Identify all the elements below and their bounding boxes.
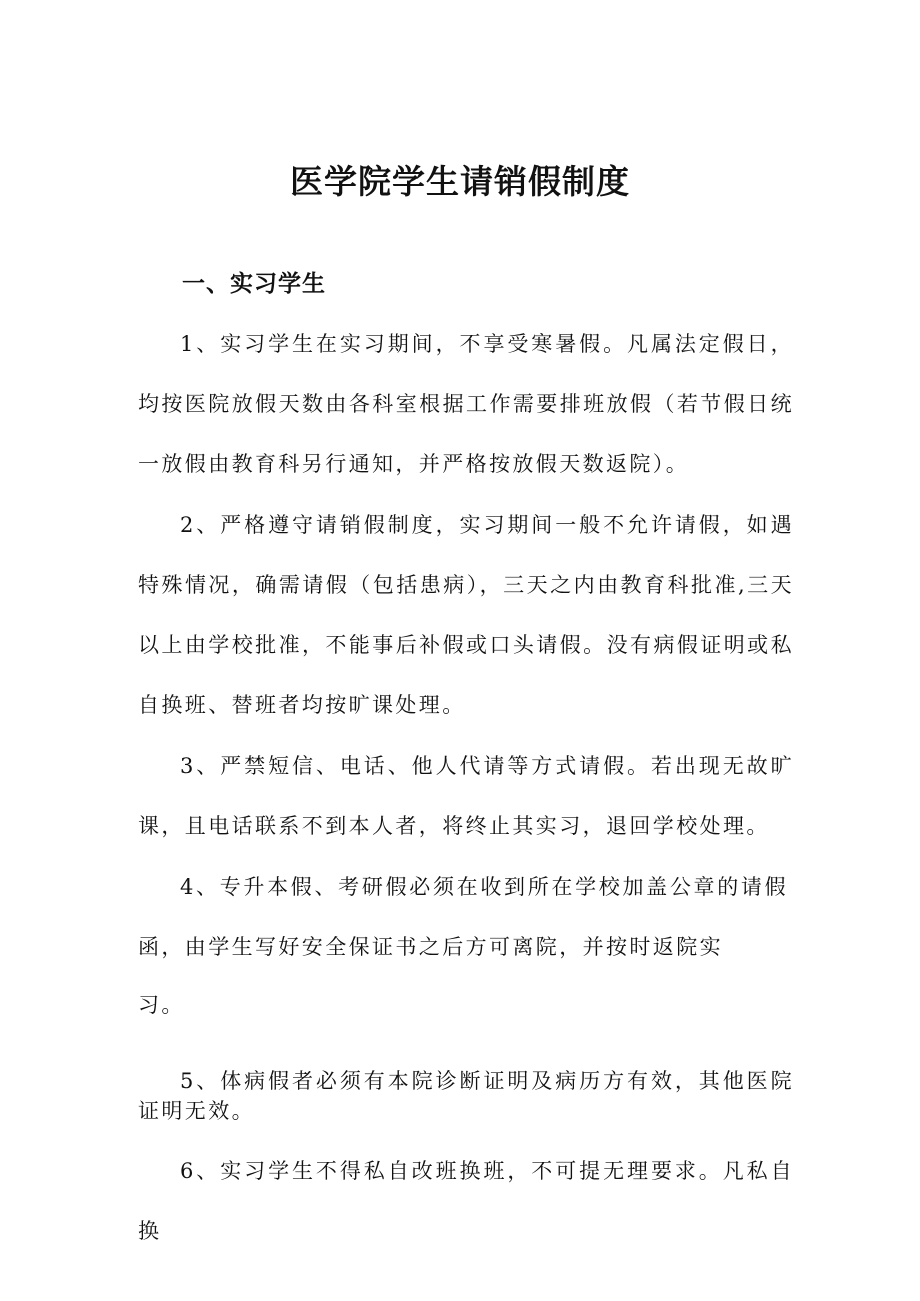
paragraph-2: 2、严格遵守请销假制度，实习期间一般不允许请假，如遇特殊情况，确需请假（包括患病），三天之内由教育科批准,三天以上由学校批准，不能事后补假或口头请假。没有病假证明或私自换班、替班者均按旷课处理。 xyxy=(138,513,794,717)
paragraph-5: 5、体病假者必须有本院诊断证明及病历方有效，其他医院证明无效。 xyxy=(138,1069,794,1123)
paragraph-6: 6、实习学生不得私自改班换班，不可提无理要求。凡私自换 xyxy=(138,1159,794,1243)
paragraph-1: 1、实习学生在实习期间，不享受寒暑假。凡属法定假日，均按医院放假天数由各科室根据工作需要排班放假（若节假日统一放假由教育科另行通知，并严格按放假天数返院）。 xyxy=(138,332,794,476)
paragraph-4: 4、专升本假、考研假必须在收到所在学校加盖公章的请假函，由学生写好安全保证书之后方可离院，并按时返院实 xyxy=(138,875,788,959)
paragraph-3: 3、严禁短信、电话、他人代请等方式请假。若出现无故旷课，且电话联系不到本人者，将终止其实习，退回学校处理。 xyxy=(138,754,794,838)
paragraph-4-continuation: 习。 xyxy=(138,993,185,1017)
section-heading: 一、实习学生 xyxy=(182,271,326,297)
document-title: 医学院学生请销假制度 xyxy=(290,162,630,201)
